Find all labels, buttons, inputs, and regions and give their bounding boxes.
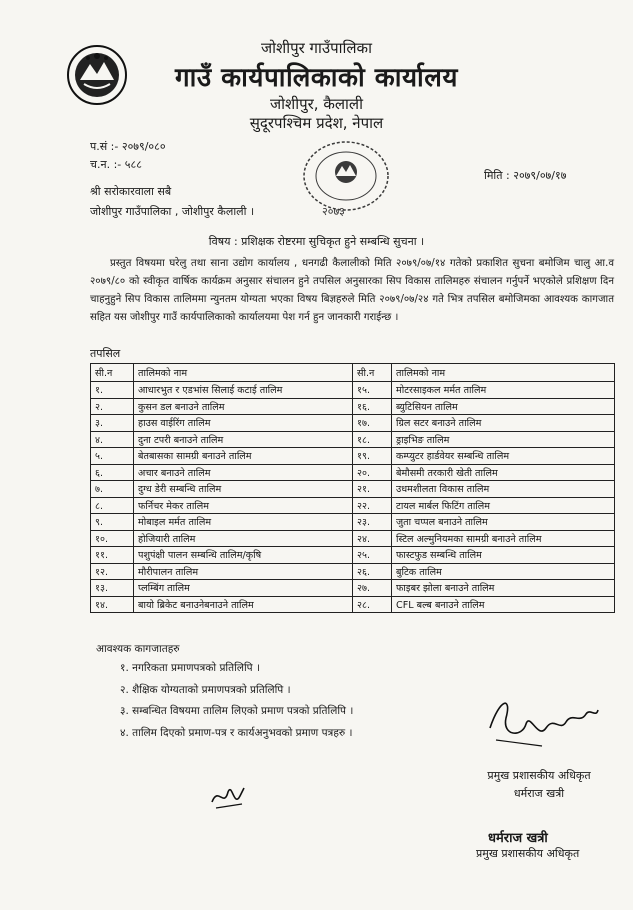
table-row xyxy=(91,563,615,580)
cell-training-2: स्टिल अल्मुनियमका सामग्री बनाउने तालिम xyxy=(392,530,615,547)
cell-training-1: हाउस वाईरिंग तालिम xyxy=(134,415,353,432)
cell-sn-2: २३. xyxy=(353,514,392,531)
cell-training-2: मोटरसाइकल मर्मत तालिम xyxy=(392,382,615,399)
cell-sn-2: २८. xyxy=(353,596,392,613)
table-row xyxy=(91,398,615,415)
list-item: २. शैक्षिक योग्यताको प्रमाणपत्रको प्रतिलिपि । xyxy=(120,683,291,696)
signatory-1-title: प्रमुख प्रशासकीय अधिकृत xyxy=(487,769,591,782)
table-row xyxy=(91,530,615,547)
cell-sn-2: २१. xyxy=(353,481,392,498)
signatory-2-name: धर्मराज खत्री xyxy=(488,831,548,846)
cell-training-1: प्लम्बिंग तालिम xyxy=(134,580,353,597)
cell-sn-1: ६. xyxy=(91,464,134,481)
address-line-1: जोशीपुर, कैलाली xyxy=(270,95,363,113)
stamp-number: २०७३ xyxy=(322,205,345,218)
cell-training-1: पशुपंक्षी पालन सम्बन्धि तालिम/कृषि xyxy=(134,547,353,564)
tapsil-label: तपसिल xyxy=(90,347,121,360)
subject-line: विषय : प्रशिक्षक रोष्टरमा सुचिकृत हुने सम्बन्धि सुचना । xyxy=(208,235,425,248)
cell-training-2: जुता चप्पल बनाउने तालिम xyxy=(392,514,615,531)
cell-sn-2: १९. xyxy=(353,448,392,465)
table-row xyxy=(91,481,615,498)
signatory-1-name: धर्मराज खत्री xyxy=(513,787,565,800)
dispatch-number: च.न. :- ५८८ xyxy=(90,158,142,171)
signatory-2-title: प्रमुख प्रशासकीय अधिकृत xyxy=(476,847,580,860)
signature-icon xyxy=(482,688,602,758)
cell-training-1: दुना टपरी बनाउने तालिम xyxy=(134,431,353,448)
cell-training-1: फर्निचर मेकर तालिम xyxy=(134,497,353,514)
cell-sn-2: २०. xyxy=(353,464,392,481)
cell-sn-1: ९. xyxy=(91,514,134,531)
cell-sn-1: १. xyxy=(91,382,134,399)
cell-training-1: होजियारी तालिम xyxy=(134,530,353,547)
cell-training-2: फास्टफुड सम्बन्धि तालिम xyxy=(392,547,615,564)
cell-sn-2: २२. xyxy=(353,497,392,514)
body-paragraph: प्रस्तुत विषयमा घरेलु तथा साना उद्योग कार्यालय , धनगढी कैलालीको मिति २०७९/०७/१४ गतेको प्रकाशित सुचना बमोजिम चालु आ.व २०७९/८० को स्वीकृत वार्षिक कार्यक्रम अनुसार संचालन हुने तपसिल अनुसारका सिप विकास तालिमहरु संचालन गर्नुपर्ने भएकोले प्रशिक्षण दिन चाहनुहुने सिप विकास तालिममा न्युनतम योग्यता भएका विषय बिज्ञहरुले मिति २०७९/०७/२४ गते भित्र तपसिल बमोजिमका आवश्यक कागजात सहित यस जोशीपुर गाउँ कार्यपालिकाको कार्यालयमा पेश गर्न हुन जानकारी गराईन्छ । xyxy=(90,258,614,323)
cell-training-2: फाइबर झोला बनाउने तालिम xyxy=(392,580,615,597)
recipient-line-1: श्री सरोकारवाला सबै xyxy=(90,185,172,198)
list-item: ४. तालिम दिएको प्रमाण-पत्र र कार्यअनुभवको प्रमाण पत्रहरु । xyxy=(120,726,353,739)
cell-sn-1: ४. xyxy=(91,431,134,448)
cell-sn-1: ११. xyxy=(91,547,134,564)
documents-label: आवश्यक कागजातहरु xyxy=(96,643,180,655)
cell-sn-1: १०. xyxy=(91,530,134,547)
table-row xyxy=(91,596,615,613)
cell-training-2: कम्प्युटर हार्डवेयर सम्बन्धि तालिम xyxy=(392,448,615,465)
cell-training-1: दुग्ध डेरी सम्बन्धि तालिम xyxy=(134,481,353,498)
col-header-sn-2: सी.न xyxy=(353,364,392,382)
cell-sn-2: २६. xyxy=(353,563,392,580)
cell-sn-2: १६. xyxy=(353,398,392,415)
office-stamp-icon xyxy=(300,138,392,220)
list-item: ३. सम्बन्धित विषयमा तालिम लिएको प्रमाण पत्रको प्रतिलिपि । xyxy=(120,705,354,717)
recipient-line-2: जोशीपुर गाउँपालिका , जोशीपुर कैलाली । xyxy=(90,205,255,218)
cell-training-1: मौरीपालन तालिम xyxy=(134,563,353,580)
cell-training-2: टायल मार्बल फिटिंग तालिम xyxy=(392,497,615,514)
table-row xyxy=(91,514,615,531)
cell-sn-2: १८. xyxy=(353,431,392,448)
table-row xyxy=(91,382,615,399)
cell-training-1: कुसन डल बनाउने तालिम xyxy=(134,398,353,415)
col-header-name-1: तालिमको नाम xyxy=(134,364,353,382)
cell-training-2: ब्युटिसियन तालिम xyxy=(392,398,615,415)
cell-training-1: बेतबासका सामग्री बनाउने तालिम xyxy=(134,448,353,465)
cell-training-2: बुटिक तालिम xyxy=(392,563,615,580)
letter-number: प.सं :- २०७९/०८० xyxy=(90,140,166,153)
cell-training-1: आधारभुत र एडभांस सिलाई कटाई तालिम xyxy=(134,382,353,399)
cell-training-2: बेमौसमी तरकारी खेती तालिम xyxy=(392,464,615,481)
table-row xyxy=(91,497,615,514)
office-title: गाउँ कार्यपालिकाको कार्यालय xyxy=(175,63,458,93)
cell-sn-1: ५. xyxy=(91,448,134,465)
cell-sn-1: ८. xyxy=(91,497,134,514)
table-row xyxy=(91,415,615,432)
address-line-2: सुदूरपश्चिम प्रदेश, नेपाल xyxy=(249,114,384,132)
cell-training-1: बायो ब्रिकेट बनाउनेबनाउने तालिम xyxy=(134,596,353,613)
table-row xyxy=(91,448,615,465)
cell-training-1: मोबाइल मर्मत तालिम xyxy=(134,514,353,531)
documents-list xyxy=(120,658,353,744)
cell-training-2: CFL बल्ब बनाउने तालिम xyxy=(392,596,615,613)
cell-training-1: अचार बनाउने तालिम xyxy=(134,464,353,481)
table-header-row xyxy=(91,364,615,382)
cell-sn-2: २७. xyxy=(353,580,392,597)
cell-sn-1: २. xyxy=(91,398,134,415)
cell-training-2: उधमशीलता विकास तालिम xyxy=(392,481,615,498)
table-row xyxy=(91,580,615,597)
list-item: १. नगरिकता प्रमाणपत्रको प्रतिलिपि । xyxy=(120,662,260,674)
cell-sn-2: २४. xyxy=(353,530,392,547)
table-row xyxy=(91,431,615,448)
cell-sn-2: १५. xyxy=(353,382,392,399)
cell-sn-1: १४. xyxy=(91,596,134,613)
cell-sn-1: १२. xyxy=(91,563,134,580)
training-table xyxy=(90,363,615,613)
cell-sn-1: ७. xyxy=(91,481,134,498)
cell-sn-2: २५. xyxy=(353,547,392,564)
cell-sn-2: १७. xyxy=(353,415,392,432)
table-row xyxy=(91,547,615,564)
cell-sn-1: ३. xyxy=(91,415,134,432)
letter-date: मिति : २०७९/०७/१७ xyxy=(484,169,567,182)
initials-signature-icon xyxy=(208,778,248,814)
cell-training-2: ग्रिल सटर बनाउने तालिम xyxy=(392,415,615,432)
col-header-name-2: तालिमको नाम xyxy=(392,364,615,382)
table-row xyxy=(91,464,615,481)
col-header-sn-1: सी.न xyxy=(91,364,134,382)
office-name-line: जोशीपुर गाउँपालिका xyxy=(261,39,372,57)
cell-sn-1: १३. xyxy=(91,580,134,597)
cell-training-2: ड्राइभिङ तालिम xyxy=(392,431,615,448)
